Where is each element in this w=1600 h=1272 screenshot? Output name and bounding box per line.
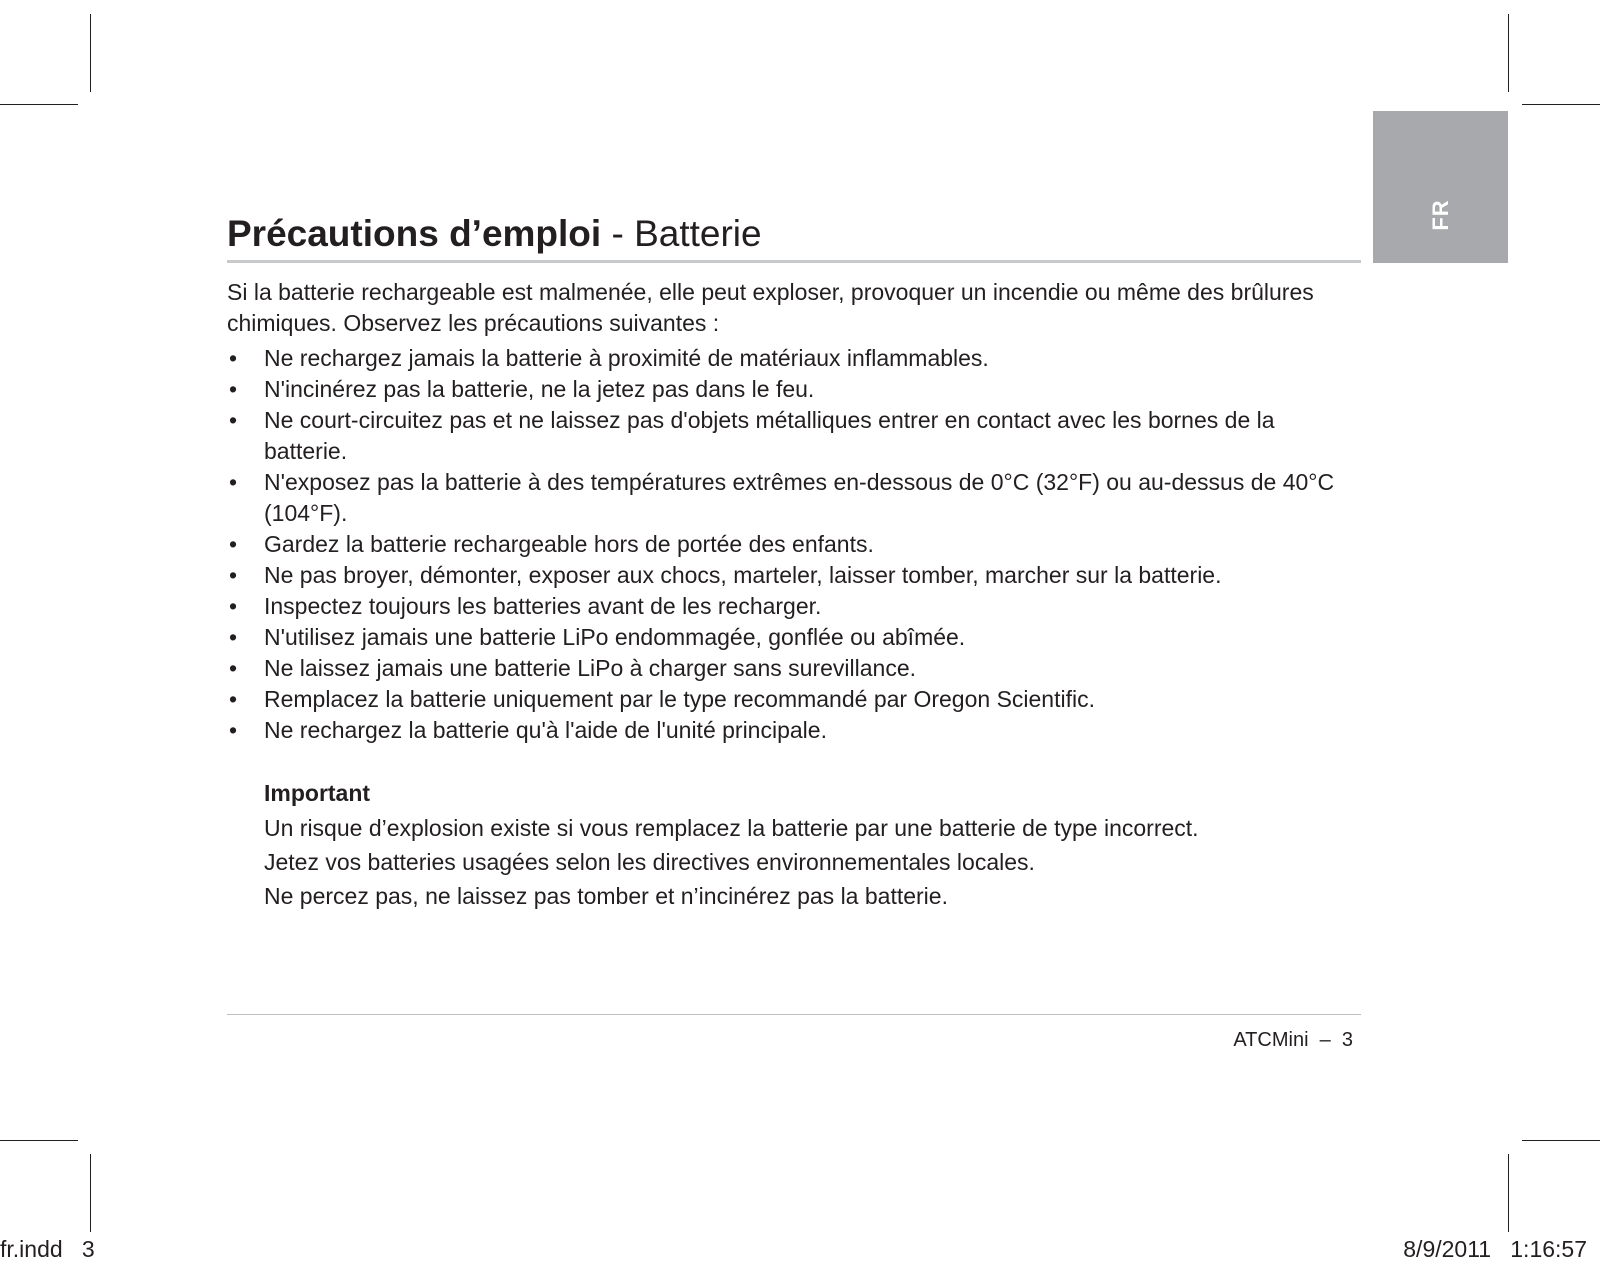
list-item-text: Gardez la batterie rechargeable hors de portée des enfants.: [264, 531, 874, 557]
language-tab: [1373, 111, 1508, 263]
list-item-text: N'exposez pas la batterie à des températures extrêmes en-dessous de 0°C (32°F) ou au-dessus de 40°C (104°F).: [264, 469, 1335, 526]
bullet-icon: •: [229, 531, 238, 557]
bullet-icon: •: [229, 469, 238, 495]
page-content: [227, 208, 1361, 913]
bullet-icon: •: [229, 407, 238, 433]
list-item: [227, 343, 1361, 374]
precautions-list: [227, 343, 1361, 746]
list-item: [227, 622, 1361, 653]
list-item-text: Ne court-circuitez pas et ne laissez pas d'objets métalliques entrer en contact avec les bornes de la batterie.: [264, 407, 1275, 464]
slug-timestamp: 8/9/2011 1:16:57: [1403, 1236, 1587, 1262]
bullet-icon: •: [229, 593, 238, 619]
list-item-text: Ne pas broyer, démonter, exposer aux chocs, marteler, laisser tomber, marcher sur la batterie.: [264, 562, 1222, 588]
crop-mark: [1508, 14, 1509, 92]
list-item: [227, 467, 1361, 529]
page-title: [227, 208, 1361, 260]
page-folio: ATCMini – 3: [1233, 1029, 1353, 1051]
list-item-text: Inspectez toujours les batteries avant de les recharger.: [264, 593, 822, 619]
list-item: [227, 653, 1361, 684]
important-note: [227, 778, 1361, 913]
language-tab-label: FR: [1427, 199, 1453, 231]
important-line: Jetez vos batteries usagées selon les directives environnementales locales.: [264, 849, 1035, 875]
bullet-icon: •: [229, 562, 238, 588]
important-line: Un risque d’explosion existe si vous remplacez la batterie par une batterie de type incorrect.: [264, 815, 1199, 841]
list-item: [227, 560, 1361, 591]
list-item: [227, 374, 1361, 405]
intro-paragraph: Si la batterie rechargeable est malmenée, elle peut exploser, provoquer un incendie ou même des brûlures chimiques. Observez les précautions suivantes :: [227, 279, 1314, 336]
bullet-icon: •: [229, 376, 238, 402]
crop-mark: [90, 14, 91, 92]
list-item-text: Remplacez la batterie uniquement par le type recommandé par Oregon Scientific.: [264, 686, 1095, 712]
crop-mark: [1508, 1154, 1509, 1232]
bullet-icon: •: [229, 686, 238, 712]
list-item-text: Ne rechargez la batterie qu'à l'aide de l'unité principale.: [264, 717, 827, 743]
list-item-text: N'incinérez pas la batterie, ne la jetez pas dans le feu.: [264, 376, 815, 402]
page-title-rest: - Batterie: [601, 213, 762, 254]
title-rule: [227, 260, 1361, 263]
list-item-text: Ne laissez jamais une batterie LiPo à charger sans surevillance.: [264, 655, 916, 681]
bullet-icon: •: [229, 717, 238, 743]
list-item: [227, 715, 1361, 746]
footer-rule: [227, 1014, 1361, 1015]
list-item: [227, 684, 1361, 715]
list-item: [227, 591, 1361, 622]
slug-file: fr.indd 3: [0, 1236, 95, 1262]
bullet-icon: •: [229, 624, 238, 650]
important-line: Ne percez pas, ne laissez pas tomber et n’incinérez pas la batterie.: [264, 883, 948, 909]
list-item: [227, 405, 1361, 467]
list-item-text: N'utilisez jamais une batterie LiPo endommagée, gonflée ou abîmée.: [264, 624, 966, 650]
crop-mark: [90, 1154, 91, 1232]
crop-mark: [0, 1140, 78, 1141]
bullet-icon: •: [229, 345, 238, 371]
page-title-strong: Précautions d’emploi: [227, 213, 602, 254]
bullet-icon: •: [229, 655, 238, 681]
list-item-text: Ne rechargez jamais la batterie à proximité de matériaux inflammables.: [264, 345, 989, 371]
important-heading: Important: [264, 780, 371, 806]
crop-mark: [1522, 104, 1600, 105]
list-item: [227, 529, 1361, 560]
crop-mark: [0, 104, 78, 105]
crop-mark: [1522, 1140, 1600, 1141]
